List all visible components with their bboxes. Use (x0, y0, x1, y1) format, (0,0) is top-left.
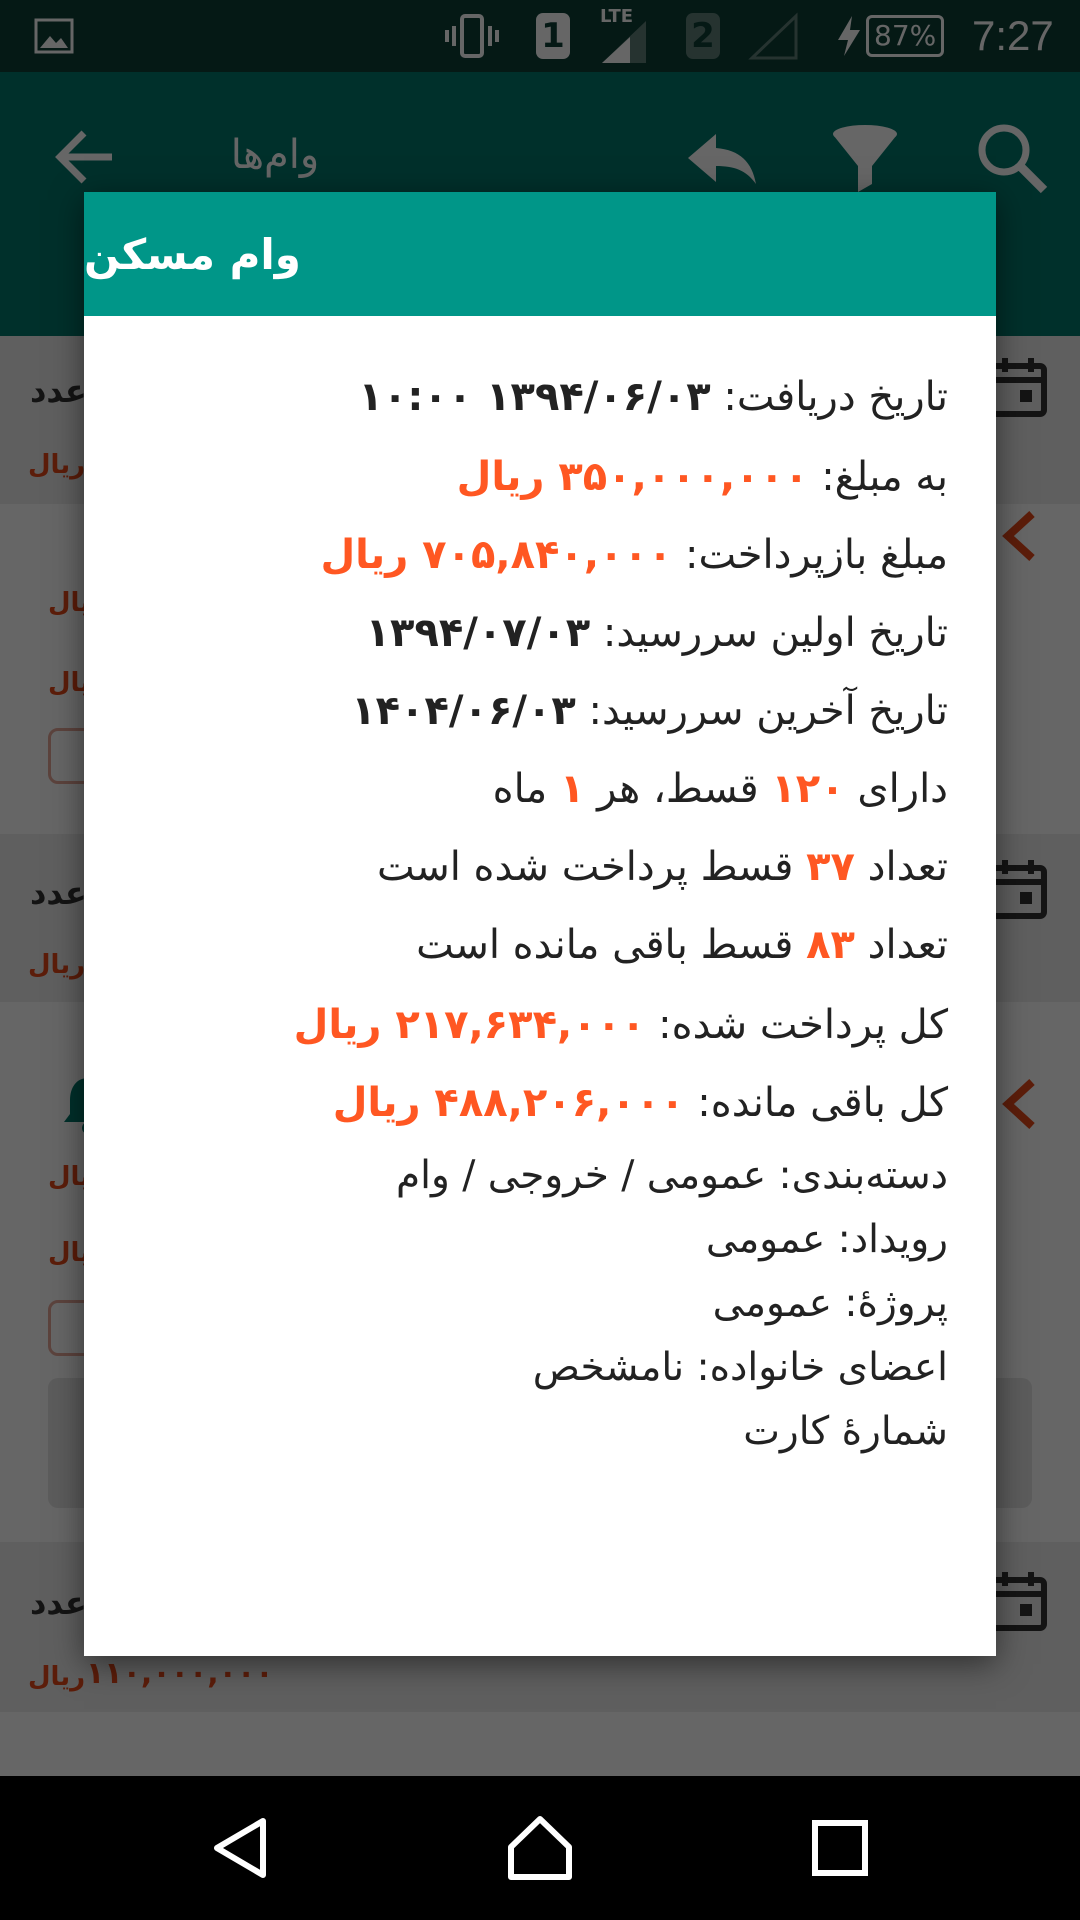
total-paid-label: کل پرداخت شده: (658, 1002, 948, 1048)
installments-interval: ۱ (559, 766, 585, 812)
total-paid-value: ۲۱۷,۶۳۴,۰۰۰ ریال (293, 1002, 646, 1048)
nav-recents-button[interactable] (790, 1798, 890, 1898)
nav-back-button[interactable] (190, 1798, 290, 1898)
triangle-back-icon (205, 1813, 275, 1883)
installments-middle: قسط، هر (597, 766, 759, 812)
nav-home-button[interactable] (490, 1798, 590, 1898)
total-remaining-value: ۴۸۸,۲۰۶,۰۰۰ ریال (332, 1080, 685, 1126)
home-icon (505, 1813, 575, 1883)
dialog-header (84, 192, 996, 316)
receive-date-label: تاریخ دریافت: (723, 374, 948, 420)
repayment-label: مبلغ بازپرداخت: (685, 532, 948, 578)
category-row: دسته‌بندی: عمومی / خروجی / وام (396, 1152, 948, 1198)
receive-date-value: ۱۳۹۴/۰۶/۰۳ ۱۰:۰۰ (358, 374, 711, 420)
last-due-value: ۱۴۰۴/۰۶/۰۳ (351, 688, 576, 734)
project-row: پروژهٔ: عمومی (712, 1280, 948, 1326)
last-due-row (128, 676, 948, 746)
amount-label: به مبلغ: (821, 454, 948, 500)
remaining-count-row (128, 910, 948, 980)
remaining-count-value: ۸۳ (806, 922, 855, 968)
repayment-row (128, 520, 948, 590)
dialog-title: وام مسکن (84, 229, 301, 279)
paid-count-row (128, 832, 948, 902)
event-row: رویداد: عمومی (705, 1216, 948, 1262)
first-due-label: تاریخ اولین سررسید: (602, 610, 948, 656)
family-members-row: اعضای خانواده: نامشخص (532, 1344, 948, 1390)
total-paid-row (128, 990, 948, 1060)
paid-count-value: ۳۷ (806, 844, 855, 890)
installments-suffix: ماه (492, 766, 548, 812)
dialog-body[interactable] (84, 316, 996, 1656)
installments-row (128, 754, 948, 824)
amount-row (128, 442, 948, 512)
loan-details-dialog (84, 192, 996, 1656)
last-due-label: تاریخ آخرین سررسید: (588, 688, 948, 734)
amount-value: ۳۵۰,۰۰۰,۰۰۰ ریال (456, 454, 809, 500)
receive-date-row (128, 362, 948, 432)
paid-count-prefix: تعداد (867, 844, 948, 890)
total-remaining-label: کل باقی مانده: (697, 1080, 948, 1126)
installments-prefix: دارای (857, 766, 948, 812)
remaining-count-suffix: قسط باقی مانده است (416, 922, 794, 968)
total-remaining-row (128, 1068, 948, 1138)
recents-icon (805, 1813, 875, 1883)
first-due-value: ۱۳۹۴/۰۷/۰۳ (365, 610, 591, 656)
navigation-bar (0, 1776, 1080, 1920)
installments-count: ۱۲۰ (771, 766, 845, 812)
paid-count-suffix: قسط پرداخت شده است (376, 844, 794, 890)
first-due-row (128, 598, 948, 668)
repayment-value: ۷۰۵,۸۴۰,۰۰۰ ریال (320, 532, 673, 578)
remaining-count-prefix: تعداد (867, 922, 948, 968)
card-number-row: شمارهٔ کارت (743, 1408, 948, 1454)
